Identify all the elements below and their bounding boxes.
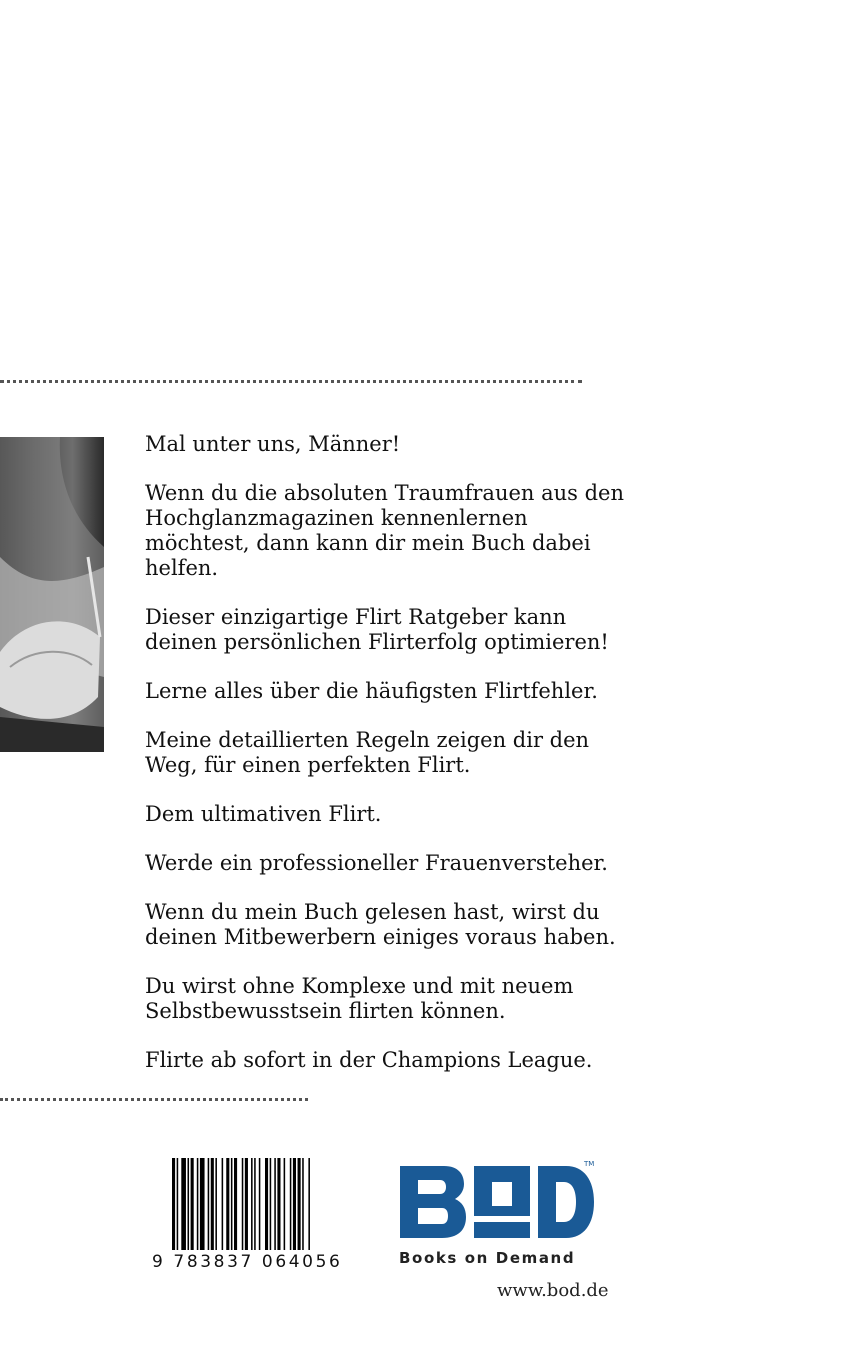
publisher-tagline: Books on Demand (399, 1249, 576, 1267)
dotted-divider-top (0, 380, 582, 383)
isbn-number: 9 783837 064056 (152, 1252, 343, 1272)
trademark-mark: TM (584, 1160, 595, 1168)
blurb-paragraph: Du wirst ohne Komplexe und mit neuem Selbstbewusstsein flirten können. (145, 974, 574, 1023)
cover-photo-fragment (0, 437, 104, 752)
blurb-paragraph: Wenn du mein Buch gelesen hast, wirst du deinen Mitbewerbern einiges voraus haben. (145, 900, 616, 949)
blurb-paragraph: Dieser einzigartige Flirt Ratgeber kann deinen persönlichen Flirterfolg optimieren! (145, 605, 609, 654)
bod-logo (398, 1160, 598, 1244)
publisher-url: www.bod.de (497, 1280, 609, 1301)
blurb-paragraph: Dem ultimativen Flirt. (145, 802, 382, 826)
blurb-paragraph: Werde ein professioneller Frauenversteher. (145, 851, 608, 875)
blurb-paragraph: Mal unter uns, Männer! (145, 432, 401, 456)
back-cover-blurb (145, 432, 625, 1097)
dotted-divider-bottom (0, 1098, 308, 1101)
blurb-paragraph: Meine detaillierten Regeln zeigen dir den Weg, für einen perfekten Flirt. (145, 728, 590, 777)
blurb-paragraph: Lerne alles über die häufigsten Flirtfehler. (145, 679, 598, 703)
blurb-paragraph: Wenn du die absoluten Traumfrauen aus den Hochglanzmagazinen kennenlernen möchtest, dann kann dir mein Buch dabei helfen. (145, 481, 625, 580)
blurb-paragraph: Flirte ab sofort in der Champions League. (145, 1048, 593, 1072)
